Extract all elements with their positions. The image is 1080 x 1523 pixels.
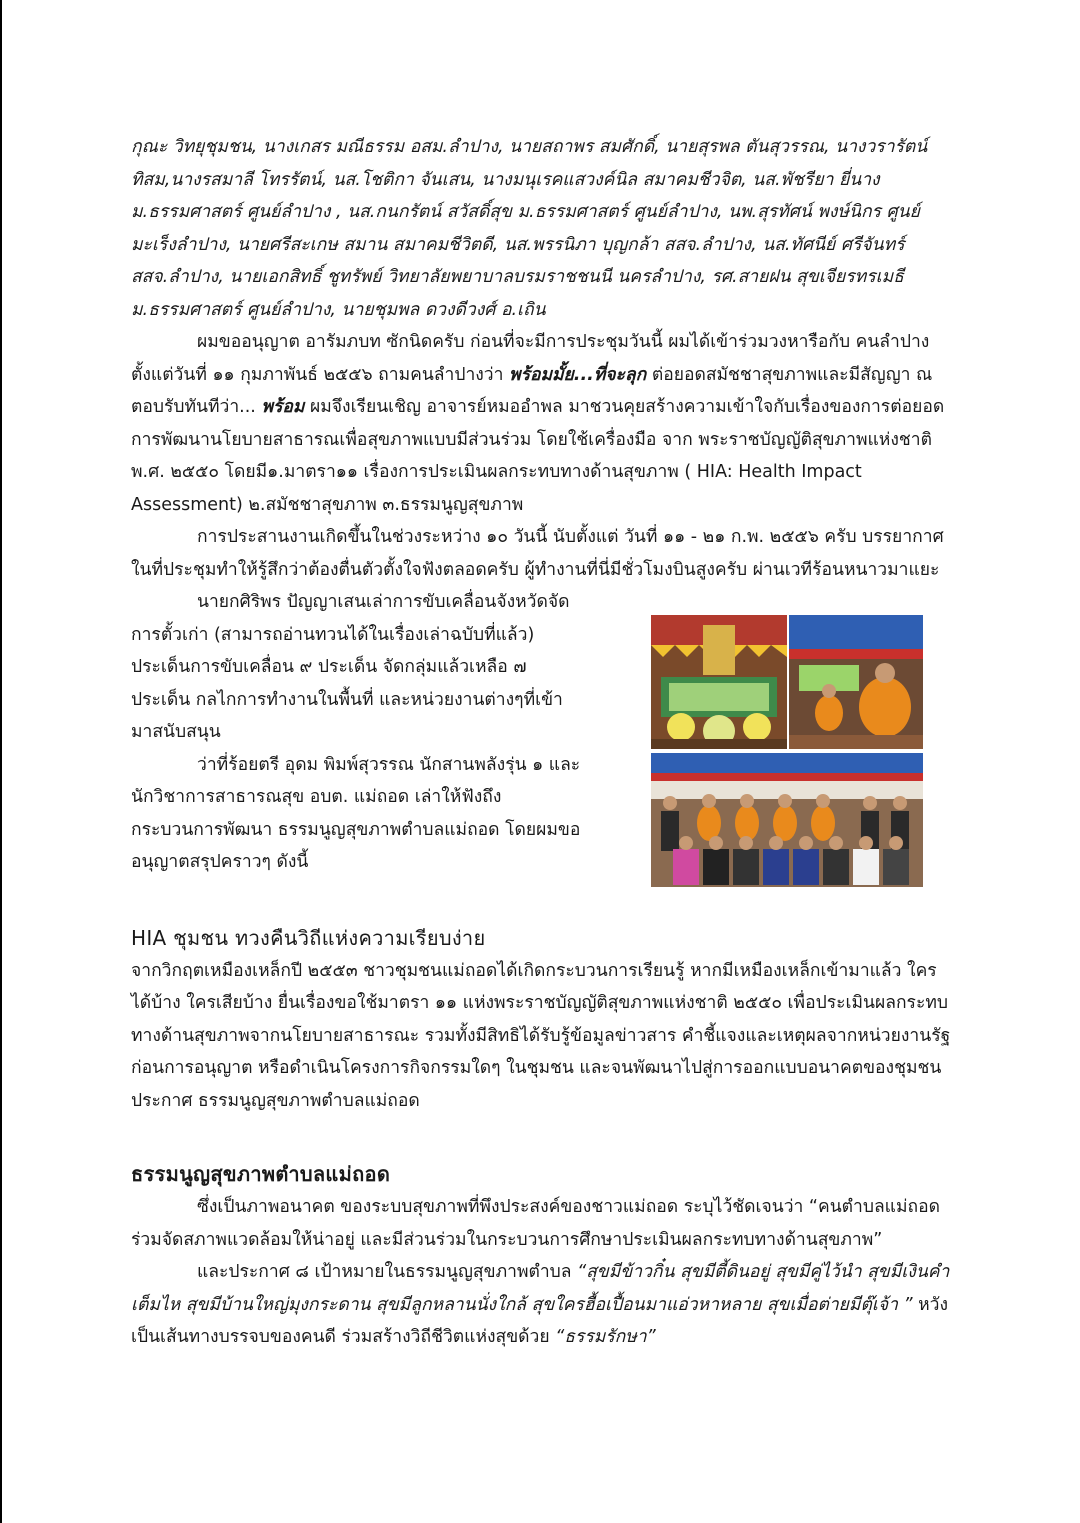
siriporn-paragraph: นายกศิริพร ปัญญาเสนเล่าการขับเคลื่อนจังหวัดจัดการตั้วเก่า (สามารถอ่านทวนได้ในเรื่องเล่าฉบับที่แล้ว) ประเด็นการขับเคลื่อน ๙ ประเด็น จัดกลุ่มแล้วเหลือ ๗ ประเด็น กลไกการทำงานในพื้นที่ และหน่วยงานต่างๆที่เข้ามาสนับสนุน (131, 592, 570, 742)
section-title-charter: ธรรมนูญสุขภาพตำบลแม่ถอด (131, 1162, 391, 1186)
participants-paragraph: กุณะ วิทยุชุมชน, นางเกสร มณีธรรม อสม.ลำปาง, นายสถาพร สมศักดิ์, นายสุรพล ตันสุวรรณ, นางวรารัตน์ ทิสม,นางรสมาลี โทรรัตน์, นส.โชติกา จันเสน, นางมนุเรคแสวงค์นิล สมาคมชีวจิต, นส.พัชรียา ยี่นาง ม.ธรรมศาสตร์ ศูนย์ลำปาง , นส.กนกรัตน์ สวัสดิ์สุข ม.ธรรมศาสตร์ ศูนย์ลำปาง, นพ.สุรทัศน์ พงษ์นิกร ศูนย์มะเร็งลำปาง, นายศรีสะเกษ สมาน สมาคมชีวิตดี, นส.พรรนิภา บุญกล้า สสจ.ลำปาง, นส.ทัศนีย์ ศรีจันทร์ สสจ.ลำปาง, นายเอกสิทธิ์ ชูทรัพย์ วิทยาลัยพยาบาลบรมราชชนนี นครลำปาง, รศ.สายฝน สุขเจียรทรเมธี ม.ธรรมศาสตร์ ศูนย์ลำปาง, นายชุมพล ดวงดีวงศ์ อ.เถิน (131, 137, 928, 320)
charter-goals-lead: และประกาศ ๘ เป้าหมายในธรรมนูญสุขภาพตำบล (197, 1262, 578, 1282)
intro-text-1: ผมขออนุญาต อารัมภบท ซักนิดครับ ก่อนที่จะมีการประชุมวันนี้ ผมได้เข้าร่วมวงหารือกับ คนลำปาง ตั้งแต่วันที่ ๑๑ กุมภาพันธ์ ๒๕๕๖ ถามคนลำปางว่า (131, 332, 930, 385)
group-photo (651, 753, 923, 887)
monk-photo (789, 615, 923, 749)
charter-goals-quote: “สุขมีข้าวกิ๋น สุขมีตี้ดินอยู่ สุขมีคู่ไว้นำ สุขมีเงินคำเต็มไห สุขมีบ้านใหญ่มุงกระดาน สุขมีลูกหลานนั่งใกล้ สุขใครฮื้อเปื้อนมาแอ่วหาหลาย สุขเมื่อต่ายมีตุ๊เจ้า ” (131, 1262, 950, 1315)
intro-emphasis-ready-to-rise: พร้อมมั้ย...ที่จะลุก (509, 364, 647, 385)
intro-paragraph (131, 326, 951, 521)
charter-goals-tail: หวังเป็นเส้นทางบรรจบของคนดี ร่วมสร้างวิถีชีวิตแห่งสุขด้วย (131, 1294, 949, 1347)
coordination-paragraph: การประสานงานเกิดขึ้นในช่วงระหว่าง ๑๐ วันนี้ นับตั้งแต่ วันที่ ๑๑ - ๒๑ ก.พ. ๒๕๕๖ ครับ บรรยากาศในที่ประชุมทำให้รู้สึกว่าต้องตื่นตัวตั้งใจฟังตลอดครับ ผู้ทำงานที่นี่มีชั่วโมงบินสูงครับ ผ่านเวทีร้อนหนาวมาแยะ (131, 527, 944, 580)
intro-text-3: ผมจึงเรียนเชิญ อาจารย์หมออำพล มาชวนคุยสร้างความเข้าใจกับเรื่องของการต่อยอดการพัฒนานโยบายสาธารณเพื่อสุขภาพแบบมีส่วนร่วม โดยใช้เครื่องมือ จาก พระราชบัญญัติสุขภาพแห่งชาติ พ.ศ. ๒๕๕๐ โดยมี๑.มาตรา๑๑ เรื่องการประเมินผลกระทบทางด้านสุขภาพ ( HIA: Health Impact Assessment) ๒.สมัชชาสุขภาพ ๓.ธรรมนูญสุขภาพ (131, 397, 945, 515)
udom-paragraph: ว่าที่ร้อยตรี อุดม พิมพ์สุวรรณ นักสานพลังรุ่น ๑ และนักวิชาการสาธารณสุข อบต. แม่ถอด เล่าให้ฟังถึงกระบวนการพัฒนา ธรรมนูญสุขภาพตำบลแม่ถอด โดยผมขออนุญาตสรุปคราวๆ ดังนี้ (131, 754, 581, 872)
charter-paragraph-1: ซึ่งเป็นภาพอนาคต ของระบบสุขภาพที่พึงประสงค์ของชาวแม่ถอด ระบุไว้ชัดเจนว่า “คนตำบลแม่ถอดร่วมจัดสภาพแวดล้อมให้น่าอยู่ และมีส่วนร่วมในกระบวนการศึกษาประเมินผลกระทบทางด้านสุขภาพ” (131, 1197, 940, 1250)
ceremony-photo (651, 615, 787, 749)
document-body (131, 131, 951, 1354)
intro-emphasis-ready: พร้อม (261, 397, 305, 417)
photo-collage (651, 615, 923, 887)
section-hia-paragraph: จากวิกฤตเหมืองเหล็กปี ๒๕๕๓ ชาวชุมชนแม่ถอดได้เกิดกระบวนการเรียนรู้ หากมีเหมืองเหล็กเข้ามาแล้ว ใครได้บ้าง ใครเสียบ้าง ยื่นเรื่องขอใช้มาตรา ๑๑ แห่งพระราชบัญญัติสุขภาพแห่งชาติ ๒๕๕๐ เพื่อประเมินผลกระทบทางด้านสุขภาพจากนโยบายสาธารณะ รวมทั้งมีสิทธิได้รับรู้ข้อมูลข่าวสาร คำชี้แจงและเหตุผลจากหน่วยงานรัฐ ก่อนการอนุญาต หรือดำเนินโครงการกิจกรรมใดๆ ในชุมชน และจนพัฒนาไปสู่การออกแบบอนาคตของชุมชน ประกาศ ธรรมนูญสุขภาพตำบลแม่ถอด (131, 960, 951, 1111)
section-title-hia: HIA ชุมชน ทวงคืนวิถีแห่งความเรียบง่าย (131, 925, 486, 950)
intro-text-2: ต่อยอดสมัชชาสุขภาพและมีสัญญา ณ ตอบรับทันทีว่า... (131, 364, 933, 417)
charter-paragraph-2 (131, 1256, 951, 1354)
page-left-border (0, 0, 2, 1523)
charter-goals-closing: “ธรรมรักษา” (555, 1327, 656, 1347)
